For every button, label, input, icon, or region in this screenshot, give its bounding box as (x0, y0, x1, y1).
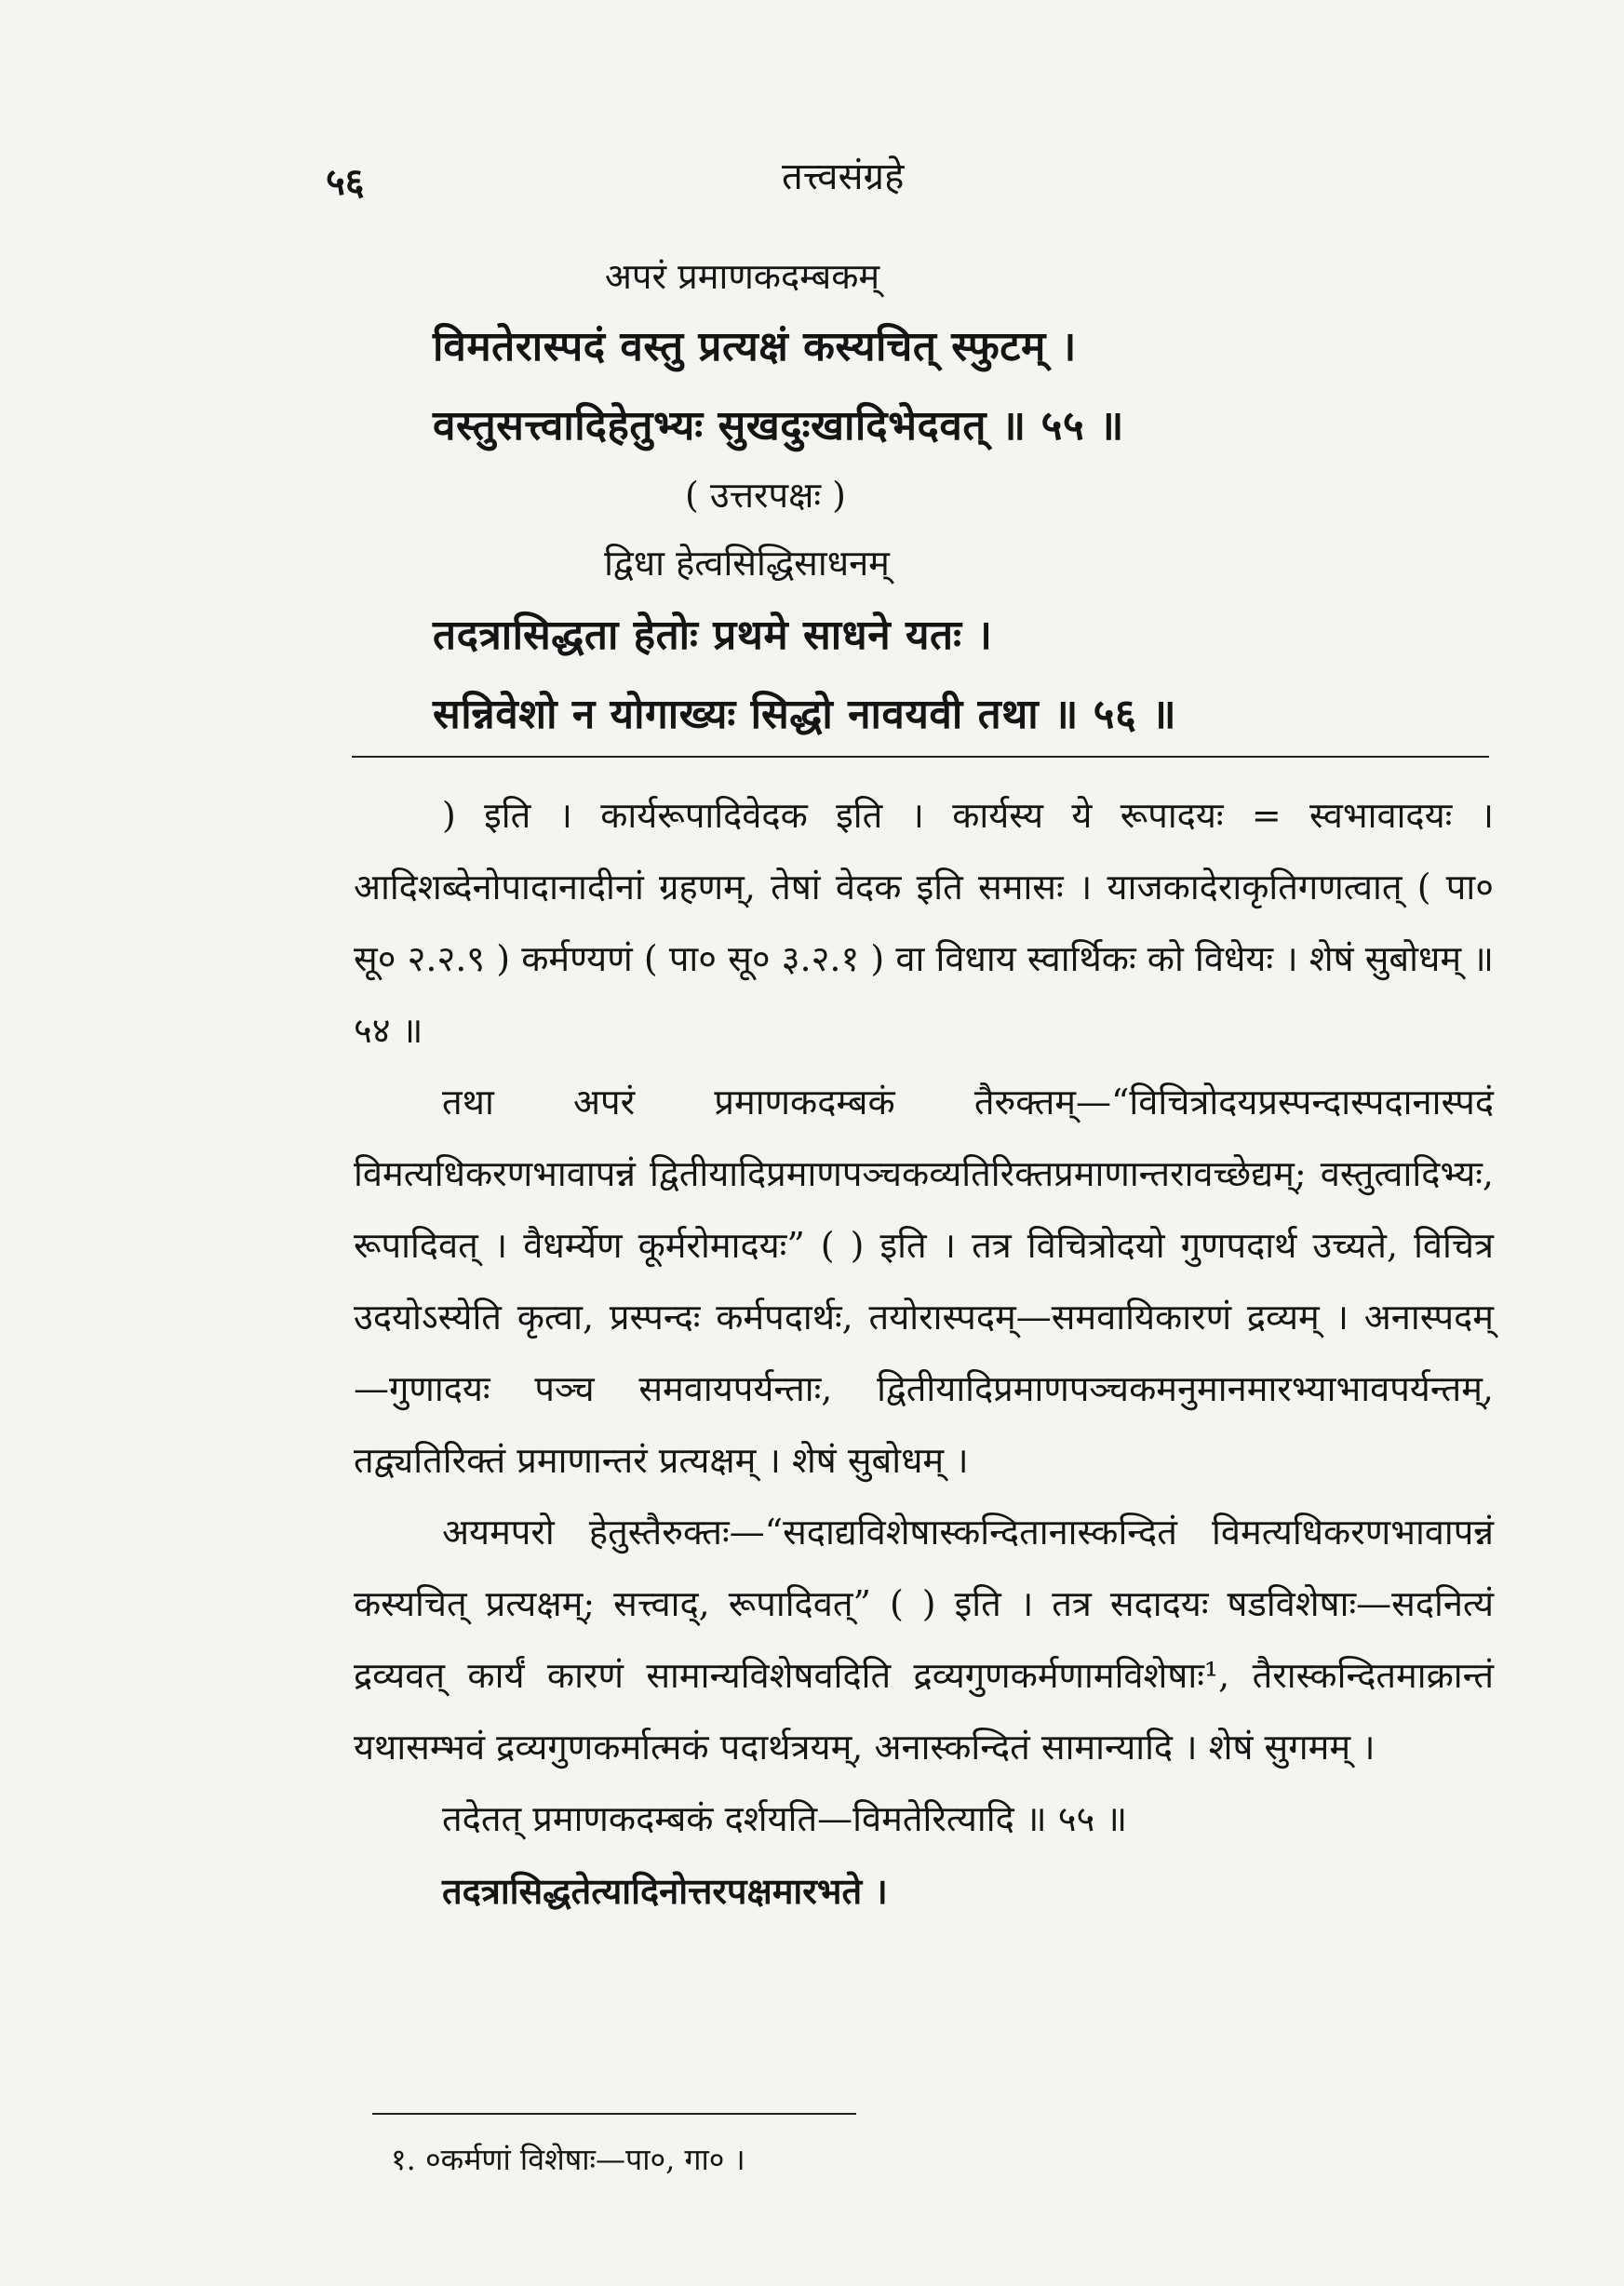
commentary-paragraph-1: ) इति । कार्यरूपादिवेदक इति । कार्यस्य ये रूपादयः = स्वभावादयः । आदिशब्देनोपादानादीनां ग्रहणम्, तेषां वेदक इति समासः । याजकादेराकृतिगणत्वात् ( पा० सू० २.२.९ ) कर्मण्यणं ( पा० सू० ३.२.१ ) वा विधाय स्वार्थिकः को विधेयः । शेषं सुबोधम् ॥ ५४ ॥ (354, 795, 1494, 1051)
footnote-divider (372, 2113, 856, 2115)
verse-section-title-1: अपरं प्रमाणकदम्बकम् (604, 256, 880, 297)
verse-section-title-2: द्विधा हेत्वसिद्धिसाधनम् (604, 543, 890, 584)
footnote: १. ०कर्मणां विशेषाः—पा०, गा० । (391, 2142, 745, 2177)
commentary-paragraph-3: अयमपरो हेतुस्तैरुक्तः—“सदाद्यविशेषास्कन्दितानास्कन्दितं विमत्यधिकरणभावापन्नं कस्यचित् प्रत्यक्षम्; सत्त्वाद्, रूपादिवत्” ( ) इति । तत्र सदादयः षडविशेषाः—सदनित्यं द्रव्यवत् कार्यं कारणं सामान्यविशेषवदिति द्रव्यगुणकर्मणामविशेषाः¹, तैरास्कन्दितमाक्रान्तं यथासम्भवं द्रव्यगुणकर्मात्मकं पदार्थत्रयम्, अनास्कन्दितं सामान्यादि । शेषं सुगमम् । (354, 1512, 1494, 1768)
verse-56-line-1: तदत्रासिद्धता हेतोः प्रथमे साधने यतः । (433, 612, 993, 659)
running-header: तत्त्वसंग्रहे (782, 155, 905, 198)
verse-55-line-1: विमतेरास्पदं वस्तु प्रत्यक्षं कस्यचित् स्फुटम् । (433, 323, 1077, 370)
verse-commentary-divider (352, 756, 1489, 758)
commentary-paragraph-2: तथा अपरं प्रमाणकदम्बकं तैरुक्तम्—“विचित्रोदयप्रस्पन्दास्पदानास्पदं विमत्यधिकरणभावापन्नं द्वितीयादिप्रमाणपञ्चकव्यतिरिक्तप्रमाणान्तरावच्छेद्यम्; वस्तुत्वादिभ्यः, रूपादिवत् । वैधर्म्येण कूर्मरोमादयः” ( ) इति । तत्र विचित्रोदयो गुणपदार्थ उच्यते, विचित्र उदयोऽस्येति कृत्वा, प्रस्पन्दः कर्मपदार्थः, तयोरास्पदम्—समवायिकारणं द्रव्यम् । अनास्पदम्—गुणादयः पञ्च समवायपर्यन्ताः, द्वितीयादिप्रमाणपञ्चकमनुमानमारभ्याभावपर्यन्तम्, तद्व्यतिरिक्तं प्रमाणान्तरं प्रत्यक्षम् । शेषं सुबोधम् । (354, 1082, 1494, 1481)
verse-55-line-2: वस्तुसत्त्वादिहेतुभ्यः सुखदुःखादिभेदवत् ॥ ५५ ॥ (433, 402, 1124, 450)
page-number: ५६ (326, 160, 365, 204)
commentary-body (354, 780, 1494, 1927)
uttarapaksha-heading: ( उत्तरपक्षः ) (685, 475, 846, 516)
commentary-paragraph-5: तदत्रासिद्धतेत्यादिनोत्तरपक्षमारभते । (442, 1870, 888, 1912)
commentary-paragraph-4: तदेतत् प्रमाणकदम्बकं दर्शयति—विमतेरित्यादि ॥ ५५ ॥ (442, 1798, 1128, 1839)
verse-56-line-2: सन्निवेशो न योगाख्यः सिद्धो नावयवी तथा ॥ ५६ ॥ (433, 691, 1177, 738)
